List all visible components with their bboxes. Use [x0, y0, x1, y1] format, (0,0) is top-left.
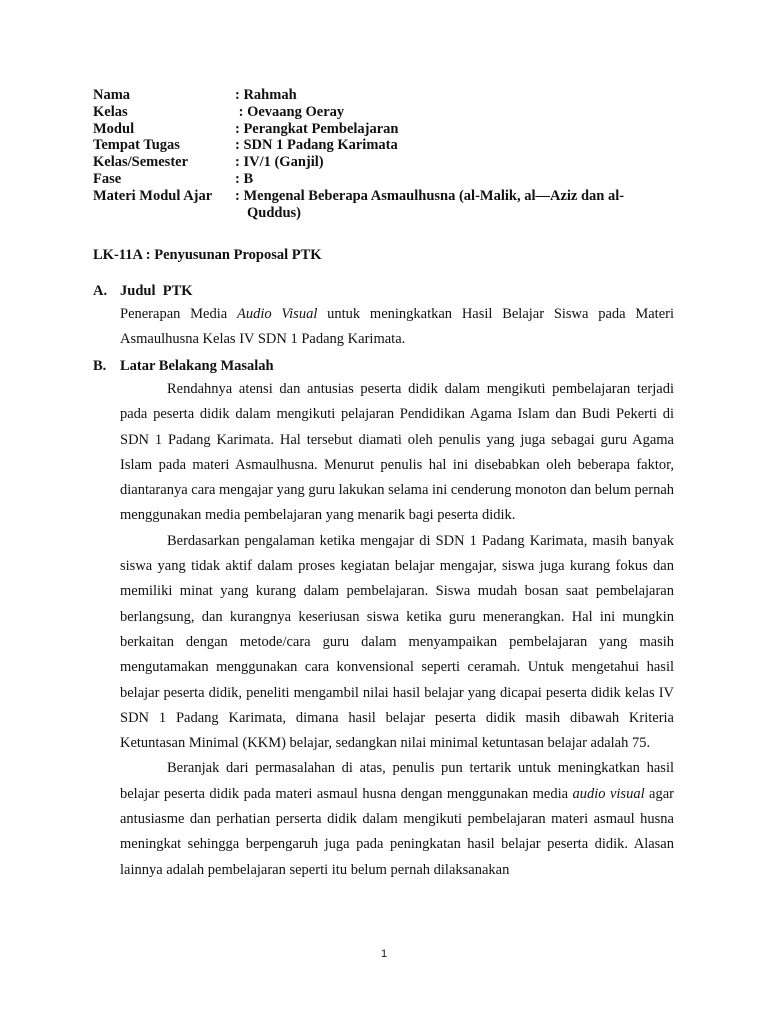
meta-label: Tempat Tugas	[93, 137, 180, 154]
meta-label: Kelas/Semester	[93, 154, 189, 171]
paragraph-2: Berdasarkan pengalaman ketika mengajar di SDN 1 Padang Karimata, masih banyak siswa yang tidak aktif dalam proses kegiatan belajar mengajar, siswa juga kurang fokus dan memiliki minat yang kurang dalam pembelajaran. Siswa mudah bosan saat pembelajaran berlangsung, dan kurangnya keseriusan siswa ketika guru menerangkan. Hal ini mungkin berkaitan dengan metode/cara guru dalam menyampaikan pembelajaran yang masih mengutamakan menggunakan cara konvensional seperti ceramah. Untuk mengetahui hasil belajar peserta didik, peneliti mengambil nilai hasil belajar yang dicapai peserta didik kelas IV SDN 1 Padang Karimata, dimana hasil belajar peserta didik masih dibawah Kriteria Ketuntasan Minimal (KKM) belajar, sedangkan nilai minimal ketuntasan belajar adalah 75.	[120, 532, 674, 752]
meta-value: : Oevaang Oeray	[235, 103, 345, 120]
lk-title: LK-11A : Penyusunan Proposal PTK	[93, 247, 322, 263]
meta-label: Modul	[93, 120, 135, 137]
paragraph-3	[120, 756, 674, 882]
text-run: Beranjak dari permasalahan di atas, penulis pun tertarik untuk meningkatkan hasil belajar peserta didik pada materi asmaul husna dengan menggunakan media	[120, 760, 674, 802]
italic-run: audio visual	[572, 785, 645, 802]
section-a-body	[120, 302, 674, 353]
italic-run: Audio Visual	[236, 306, 318, 322]
meta-value: : B	[235, 170, 254, 187]
meta-row-materi	[93, 188, 693, 222]
meta-label: Materi Modul Ajar	[93, 187, 213, 204]
section-a-paragraph	[120, 302, 674, 353]
meta-label: Kelas	[93, 103, 128, 120]
meta-row-kelas	[93, 104, 693, 121]
meta-value: : Perangkat Pembelajaran	[235, 120, 399, 137]
text-run: untuk meningkatkan Hasil Belajar Siswa pada Materi Asmaulhusna Kelas IV SDN 1 Padang Karimata.	[120, 306, 675, 348]
meta-value-continuation: Quddus)	[247, 204, 302, 221]
meta-label: Fase	[93, 170, 122, 187]
meta-value: : IV/1 (Ganjil)	[235, 154, 324, 171]
meta-value-text: : Mengenal Beberapa Asmaulhusna (al-Malik, al—Aziz dan al-	[235, 187, 625, 204]
section-letter: B.	[93, 358, 107, 374]
paragraph-1: Rendahnya atensi dan antusias peserta didik dalam mengikuti pembelajaran terjadi pada peserta didik dalam mengikuti pelajaran Pendidikan Agama Islam dan Budi Pekerti di SDN 1 Padang Karimata. Hal tersebut diamati oleh penulis yang juga sebagai guru Agama Islam pada materi Asmaulhusna. Menurut penulis hal ini disebabkan oleh beberapa faktor, diantaranya cara mengajar yang guru lakukan selama ini cenderung monoton dan belum pernah menggunakan media pembelajaran yang menarik bagi peserta didik.	[120, 381, 675, 524]
meta-row-nama	[93, 87, 693, 104]
section-title: Latar Belakang Masalah	[120, 358, 274, 374]
identity-block	[93, 87, 693, 221]
meta-row-fase	[93, 171, 693, 188]
meta-row-modul	[93, 121, 693, 138]
section-title: Judul PTK	[120, 283, 193, 299]
meta-row-kelas-semester	[93, 154, 693, 171]
meta-value: : SDN 1 Padang Karimata	[235, 137, 398, 154]
page-number: 1	[380, 948, 388, 960]
section-b-body	[120, 377, 674, 883]
meta-label: Nama	[93, 87, 131, 103]
meta-row-tempat-tugas	[93, 137, 693, 154]
text-run: Penerapan Media	[120, 306, 237, 322]
meta-value	[231, 188, 693, 222]
section-letter: A.	[93, 283, 108, 299]
meta-value: : Rahmah	[235, 87, 297, 103]
section-b-heading	[93, 357, 274, 375]
section-a-heading	[93, 282, 193, 300]
text-run: agar antusiasme dan perhatian perserta didik dalam mengikuti pembelajaran materi asmaul husna meningkat sehingga berpengaruh juga pada peningkatan hasil belajar peserta didik. Alasan lainnya adalah pembelajaran seperti itu belum pernah dilaksanakan	[120, 785, 674, 878]
